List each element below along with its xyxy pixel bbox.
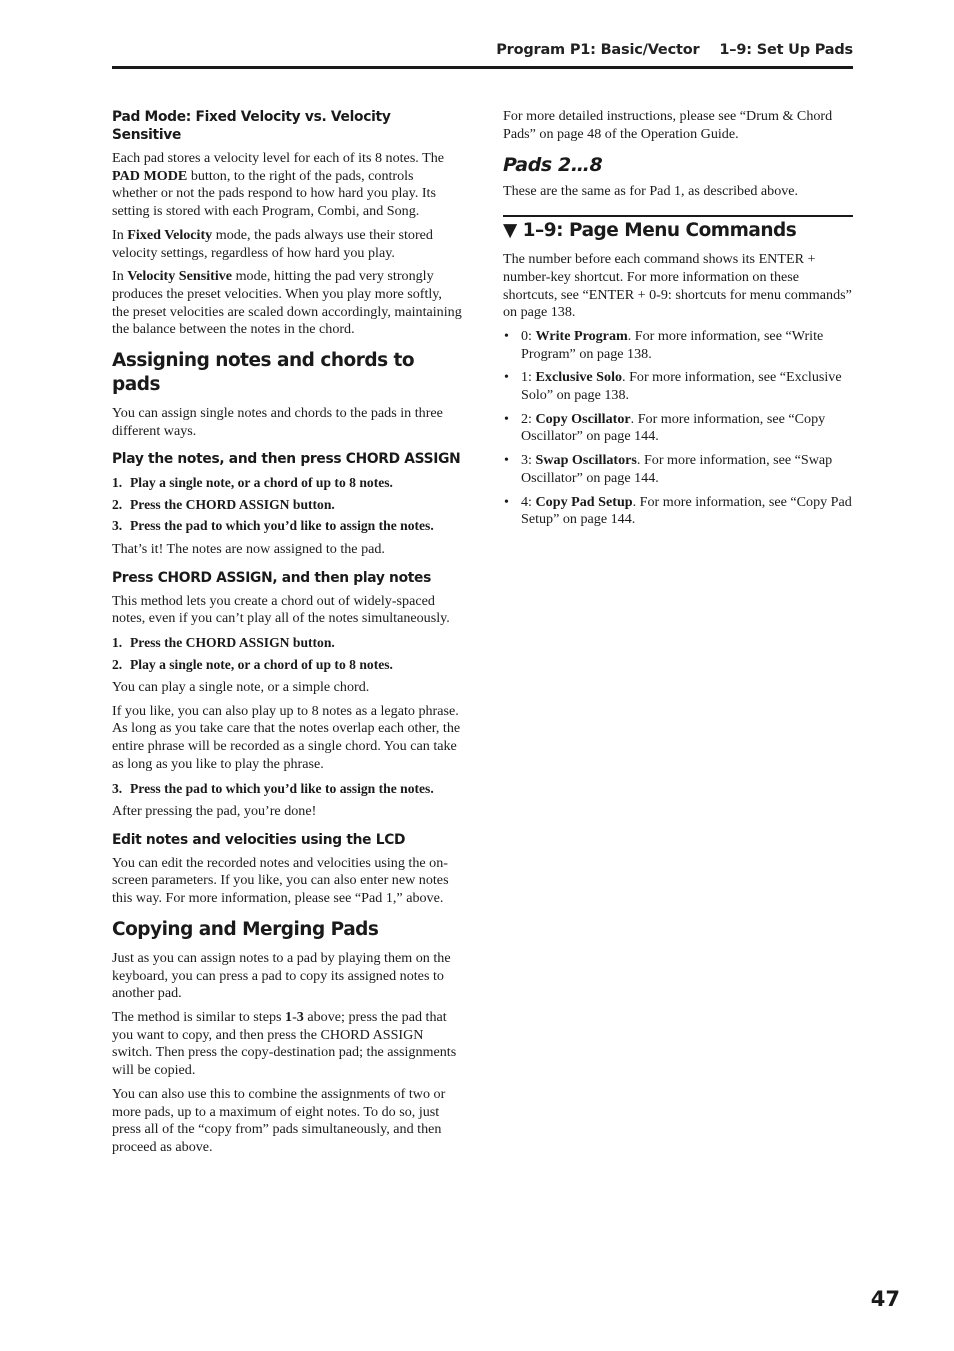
step-item: 2. Play a single note, or a chord of up to 8 notes. xyxy=(112,656,393,672)
list-item: • 3: Swap Oscillators. For more information, see “Swap Oscillator” on page 144. xyxy=(504,452,833,486)
step-item: 3. Press the pad to which you’d like to assign the notes. xyxy=(112,780,434,796)
press-then-play-steps xyxy=(112,634,462,673)
pad-mode-paragraph-3: In Velocity Sensitive mode, hitting the pad very strongly produces the preset velocities. When you play more softly, the preset velocities are scaled down accordingly, maintaining the balance between the notes in the chord. xyxy=(112,268,462,338)
pad-mode-paragraph-1: Each pad stores a velocity level for each of its 8 notes. The PAD MODE button, to the right of the pads, controls whether or not the pads respond to how hard you play. Its setting is stored with each Program, Combi, and Song. xyxy=(112,150,445,220)
menu-list xyxy=(503,328,853,529)
press-then-play-intro: This method lets you create a chord out of widely-spaced notes, even if you can’t play all of the notes simultaneously. xyxy=(112,592,450,627)
copying-heading: Copying and Merging Pads xyxy=(112,918,379,940)
press-then-play-paragraph-1: You can play a single note, or a simple chord. xyxy=(112,679,370,696)
copying-paragraph-3: You can also use this to combine the assignments of two or more pads, up to a maximum of eight notes. To do so, just press all of the “copy from” pads simultaneously, and then proceed as above. xyxy=(112,1085,446,1155)
menu-intro: The number before each command shows its ENTER + number-key shortcut. For more information on these shortcuts, see “ENTER + 0-9: shortcuts for menu commands” on page 138. xyxy=(503,251,852,321)
header-section: Program P1: Basic/Vector xyxy=(496,42,700,58)
play-then-press-heading: Play the notes, and then press CHORD ASSIGN xyxy=(112,451,461,468)
right-intro: For more detailed instructions, please see “Drum & Chord Pads” on page 48 of the Operation Guide. xyxy=(503,108,833,142)
press-then-play-paragraph-2: If you like, you can also play up to 8 notes as a legato phrase. As long as you take care that the notes overlap each other, the entire phrase will be recorded as a single chord. You can take as long as you like to play the phrase. xyxy=(112,702,461,772)
play-then-press-outro: That’s it! The notes are now assigned to the pad. xyxy=(112,540,385,557)
header-subsection: 1–9: Set Up Pads xyxy=(719,42,853,58)
play-then-press-steps xyxy=(112,474,462,535)
press-then-play-outro: After pressing the pad, you’re done! xyxy=(112,803,317,820)
right-column xyxy=(503,108,853,535)
list-item: • 4: Copy Pad Setup. For more information, see “Copy Pad Setup” on page 144. xyxy=(504,493,852,528)
copying-paragraph-1: Just as you can assign notes to a pad by playing them on the keyboard, you can press a pad to copy its assigned notes to another pad. xyxy=(112,949,451,1002)
list-item: • 2: Copy Oscillator. For more information, see “Copy Oscillator” on page 144. xyxy=(504,410,826,445)
press-then-play-heading: Press CHORD ASSIGN, and then play notes xyxy=(112,569,432,586)
left-column xyxy=(112,108,462,1163)
menu-section xyxy=(503,215,853,529)
header-rule xyxy=(112,66,853,69)
assigning-intro: You can assign single notes and chords to the pads in three different ways. xyxy=(112,405,443,439)
running-header xyxy=(496,42,853,58)
menu-heading: ▼ 1–9: Page Menu Commands xyxy=(503,220,797,242)
list-item: • 1: Exclusive Solo. For more information, see “Exclusive Solo” on page 138. xyxy=(504,369,842,404)
pads-paragraph: These are the same as for Pad 1, as described above. xyxy=(503,183,799,200)
step-item: 3. Press the pad to which you’d like to assign the notes. xyxy=(112,518,434,534)
edit-lcd-heading: Edit notes and velocities using the LCD xyxy=(112,831,406,848)
assigning-heading: Assigning notes and chords to pads xyxy=(112,350,415,396)
page-number: 47 xyxy=(870,1287,900,1311)
step-item: 2. Press the CHORD ASSIGN button. xyxy=(112,496,335,512)
press-then-play-step-3 xyxy=(112,780,462,798)
copying-paragraph-2: The method is similar to steps 1-3 above; press the pad that you want to copy, and then press the CHORD ASSIGN switch. Then press the copy-destination pad; the assignments will be copied. xyxy=(112,1008,457,1079)
step-item: 1. Press the CHORD ASSIGN button. xyxy=(112,635,335,651)
pad-mode-heading: Pad Mode: Fixed Velocity vs. Velocity Sensitive xyxy=(112,109,391,143)
pad-mode-paragraph-2: In Fixed Velocity mode, the pads always use their stored velocity settings, regardless of how hard you play. xyxy=(112,226,433,261)
list-item: • 0: Write Program. For more information, see “Write Program” on page 138. xyxy=(504,327,824,362)
pads-heading: Pads 2…8 xyxy=(503,154,603,177)
edit-lcd-paragraph: You can edit the recorded notes and velocities using the on-screen parameters. If you like, you can also enter new notes this way. For more information, please see “Pad 1,” above. xyxy=(112,854,449,907)
step-item: 1. Play a single note, or a chord of up to 8 notes. xyxy=(112,475,393,491)
